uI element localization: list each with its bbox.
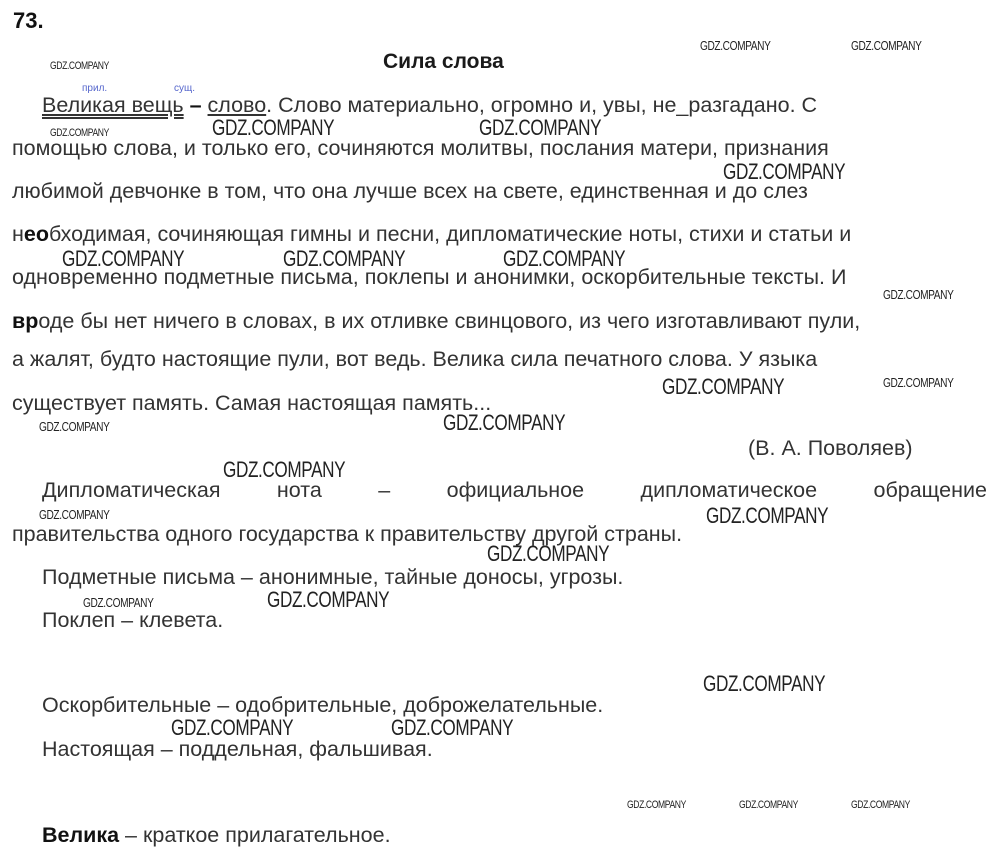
watermark: GDZ.COMPANY xyxy=(39,419,110,434)
author-attribution: (В. А. Поволяев) xyxy=(748,436,913,460)
definition-nota-line-1 xyxy=(42,478,987,503)
watermark: GDZ.COMPANY xyxy=(851,38,922,53)
watermark: GDZ.COMPANY xyxy=(739,799,798,811)
watermark: GDZ.COMPANY xyxy=(212,115,335,140)
definition-podmetnye: Подметные письма – анонимные, тайные доносы, угрозы. xyxy=(42,565,624,589)
watermark: GDZ.COMPANY xyxy=(267,587,390,612)
watermark: GDZ.COMPANY xyxy=(223,457,346,482)
definition-nota-line-2: правительства одного государства к правительству другой страны. xyxy=(12,522,683,546)
watermark: GDZ.COMPANY xyxy=(700,38,771,53)
bold-letters: вр xyxy=(12,309,39,333)
text-line-8: существует память. Самая настоящая память... xyxy=(12,391,492,415)
note-rest: – краткое прилагательное. xyxy=(119,823,391,847)
watermark: GDZ.COMPANY xyxy=(391,715,514,740)
text-line-5: одновременно подметные письма, поклепы и анонимки, оскорбительные тексты. И xyxy=(12,265,847,289)
watermark: GDZ.COMPANY xyxy=(62,246,185,271)
watermark: GDZ.COMPANY xyxy=(50,127,109,139)
text-title: Сила слова xyxy=(383,50,504,73)
grammar-mark-adjective: прил. xyxy=(82,83,108,94)
bold-word: Велика xyxy=(42,823,120,847)
text-line-6 xyxy=(12,309,860,334)
grammar-mark-noun: сущ. xyxy=(174,83,196,94)
word: обращение xyxy=(873,478,987,502)
watermark: GDZ.COMPANY xyxy=(503,246,626,271)
grammar-note xyxy=(42,823,391,848)
text-line-7: а жалят, будто настоящие пули, вот ведь. Велика сила печатного слова. У языка xyxy=(12,347,818,371)
watermark: GDZ.COMPANY xyxy=(883,375,954,390)
underlined-subject: слово xyxy=(207,93,267,117)
bold-vowels: ео xyxy=(23,222,49,246)
watermark: GDZ.COMPANY xyxy=(283,246,406,271)
text-line-1 xyxy=(42,93,817,118)
text-line-4 xyxy=(12,222,851,247)
line-rest: бходимая, сочиняющая гимны и песни, дипломатические ноты, стихи и статьи и xyxy=(48,222,852,246)
text-line-3: любимой девчонке в том, что она лучше всех на свете, единственная и до слез xyxy=(12,179,808,203)
line-rest: . Слово материально, огромно и, увы, не_разгадано. С xyxy=(266,93,818,117)
watermark: GDZ.COMPANY xyxy=(50,60,109,72)
underlined-phrase: Великая вещь xyxy=(42,93,184,117)
watermark: GDZ.COMPANY xyxy=(39,507,110,522)
definition-poklep: Поклеп – клевета. xyxy=(42,608,224,632)
word: нота xyxy=(276,478,322,502)
word: – xyxy=(378,478,391,502)
watermark: GDZ.COMPANY xyxy=(723,159,846,184)
watermark: GDZ.COMPANY xyxy=(851,799,910,811)
watermark: GDZ.COMPANY xyxy=(703,671,826,696)
watermark: GDZ.COMPANY xyxy=(706,503,829,528)
exercise-number: 73. xyxy=(13,8,44,33)
watermark: GDZ.COMPANY xyxy=(883,287,954,302)
dash: – xyxy=(183,93,208,117)
watermark: GDZ.COMPANY xyxy=(171,715,294,740)
watermark: GDZ.COMPANY xyxy=(487,541,610,566)
word: Дипломатическая xyxy=(42,478,221,502)
antonym-oskorbitelnye: Оскорбительные – одобрительные, доброжелательные. xyxy=(42,693,604,717)
antonym-nastoyashchaya: Настоящая – поддельная, фальшивая. xyxy=(42,737,433,761)
watermark: GDZ.COMPANY xyxy=(627,799,686,811)
watermark: GDZ.COMPANY xyxy=(479,115,602,140)
text-line-2: помощью слова, и только его, сочиняются молитвы, послания матери, признания xyxy=(12,136,829,160)
word: официальное xyxy=(446,478,585,502)
word: дипломатическое xyxy=(640,478,818,502)
line-start: н xyxy=(12,222,24,246)
watermark: GDZ.COMPANY xyxy=(662,374,785,399)
line-rest: оде бы нет ничего в словах, в их отливке свинцового, из чего изготавливают пули, xyxy=(38,309,861,333)
watermark: GDZ.COMPANY xyxy=(443,410,566,435)
watermark: GDZ.COMPANY xyxy=(83,595,154,610)
